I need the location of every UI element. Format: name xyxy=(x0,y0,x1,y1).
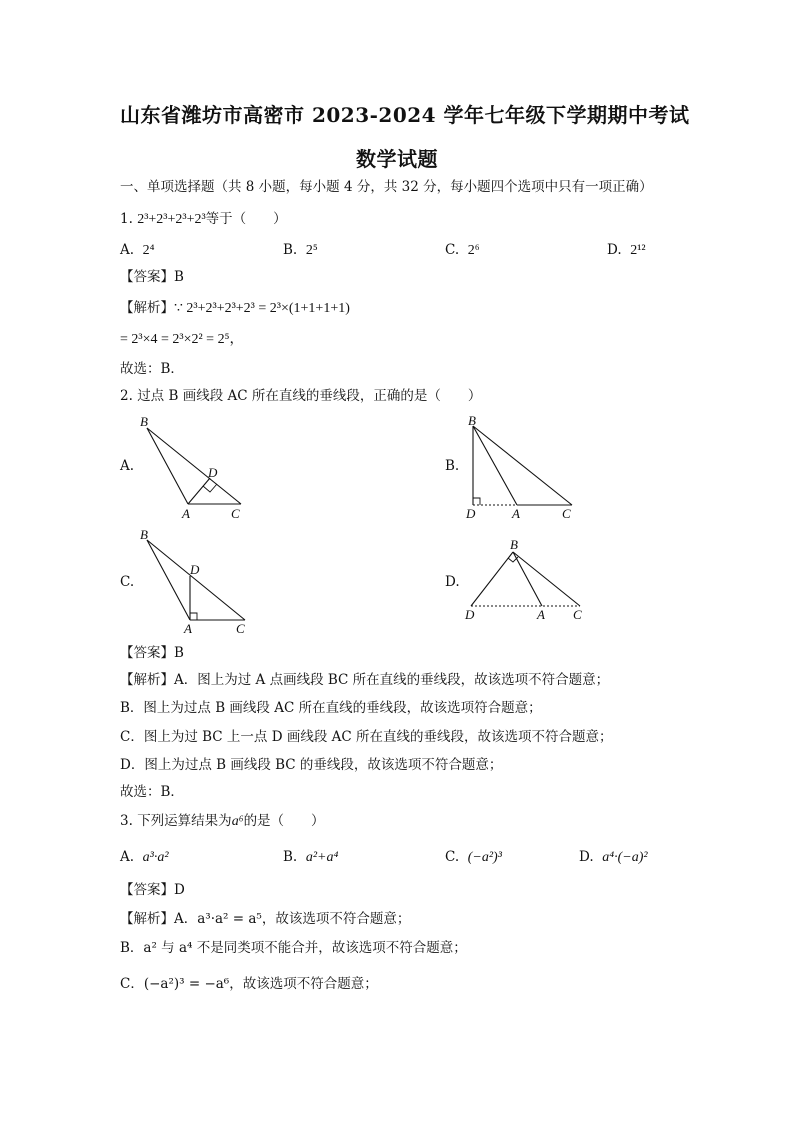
q2a-label-d: D xyxy=(208,465,218,480)
q1-analysis: 【解析】∵ 2³+2³+2³+2³ = 2³×(1+1+1+1) xyxy=(120,300,350,316)
q1-answer: 【答案】B xyxy=(120,269,184,285)
q3-analysis-c: C．(−a²)³ = −a⁶，故该选项不符合题意； xyxy=(120,976,378,992)
q1-option-b: B. 2⁵ xyxy=(283,242,318,258)
q2-option-a-label: A. xyxy=(120,458,135,474)
q1-conclusion: 故选：B． xyxy=(120,361,184,377)
q1-stem-suffix: 等于（ ） xyxy=(205,211,287,227)
q1-number: 1. xyxy=(120,211,133,227)
q3-option-b: B. a²+a⁴ xyxy=(283,849,339,865)
q2a-label-a: A xyxy=(182,506,190,521)
q2-analysis-c: C．图上为过 BC 上一点 D 画线段 AC 所在直线的垂线段，故该选项不符合题意； xyxy=(120,729,613,745)
q3-analysis-a: 【解析】A．a³·a² = a⁵，故该选项不符合题意； xyxy=(120,911,411,927)
q2-option-d-label: D. xyxy=(445,574,460,590)
q2b-label-d: D xyxy=(466,506,476,521)
q2-answer: 【答案】B xyxy=(120,645,184,661)
q2-figure-d xyxy=(460,534,590,622)
q2-figure-b xyxy=(460,412,585,522)
q2d-label-b: B xyxy=(510,537,518,552)
q2d-label-d: D xyxy=(465,607,475,622)
page-title: 山东省潍坊市高密市 2023-2024 学年七年级下学期期中考试 xyxy=(120,103,690,127)
q3-option-a: A. a³·a² xyxy=(120,849,169,865)
q2-figure-c xyxy=(135,526,255,638)
q2-option-c-label: C. xyxy=(120,574,135,590)
q3-stem: 3. 下列运算结果为a⁶的是（ ） xyxy=(120,813,325,829)
q3-option-c: C. (−a²)³ xyxy=(445,849,502,865)
q2-analysis-d: D．图上为过点 B 画线段 BC 的垂线段，故该选项不符合题意； xyxy=(120,757,503,773)
q2d-label-c: C xyxy=(573,607,582,622)
q2-stem: 2. 过点 B 画线段 AC 所在直线的垂线段，正确的是（ ） xyxy=(120,388,482,404)
q2b-label-a: A xyxy=(512,506,520,521)
q2b-label-b: B xyxy=(468,413,476,428)
q3-option-d: D. a⁴·(−a)² xyxy=(579,849,648,865)
q1-analysis-line2: = 2³×4 = 2³×2² = 2⁵， xyxy=(120,332,244,347)
q2a-label-b: B xyxy=(140,414,148,429)
q3-analysis-b: B．a² 与 a⁴ 不是同类项不能合并，故该选项不符合题意； xyxy=(120,940,467,956)
q2c-label-c: C xyxy=(236,621,245,636)
q2-analysis-a: 【解析】A．图上为过 A 点画线段 BC 所在直线的垂线段，故该选项不符合题意； xyxy=(120,672,610,688)
section-heading: 一、单项选择题（共 8 小题，每小题 4 分，共 32 分，每小题四个选项中只有一项正确） xyxy=(120,179,653,195)
q1-option-d: D. 2¹² xyxy=(607,242,646,258)
q2-analysis-b: B．图上为过点 B 画线段 AC 所在直线的垂线段，故该选项符合题意； xyxy=(120,700,542,716)
q2a-label-c: C xyxy=(231,506,240,521)
q2c-label-b: B xyxy=(140,527,148,542)
q1-option-c: C. 2⁶ xyxy=(445,242,480,258)
q1-option-a: A. 2⁴ xyxy=(120,242,155,258)
q1-expression: 2³+2³+2³+2³ xyxy=(137,212,206,227)
q2c-label-a: A xyxy=(184,621,192,636)
q3-answer: 【答案】D xyxy=(120,882,185,898)
q2c-label-d: D xyxy=(190,562,200,577)
q1-stem xyxy=(120,213,287,227)
q2-option-b-label: B. xyxy=(445,458,460,474)
page-subtitle: 数学试题 xyxy=(356,147,438,171)
q2d-label-a: A xyxy=(537,607,545,622)
q2-conclusion: 故选：B． xyxy=(120,784,184,800)
q2b-label-c: C xyxy=(562,506,571,521)
q2-figure-a xyxy=(135,412,255,522)
